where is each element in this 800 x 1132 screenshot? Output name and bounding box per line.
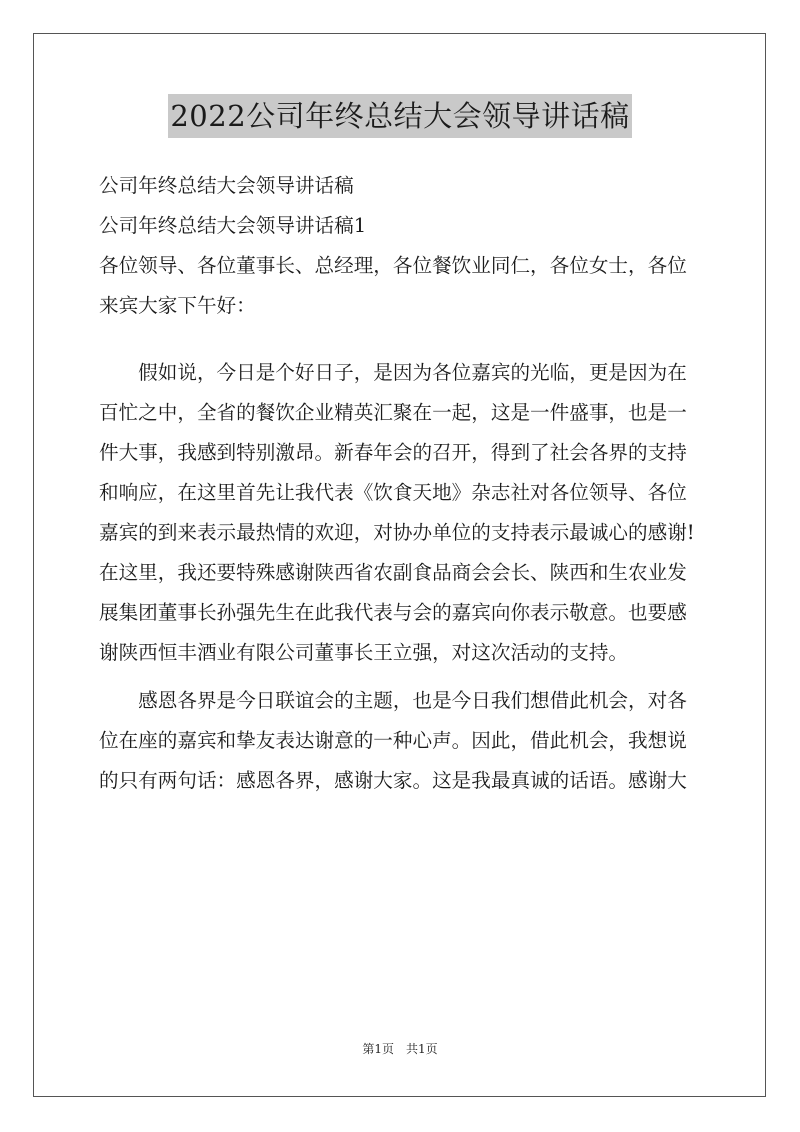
greeting-line: 来宾大家下午好： bbox=[99, 294, 256, 317]
paragraph-line: 假如说，今日是个好日子，是因为各位嘉宾的光临，更是因为在 bbox=[99, 361, 687, 384]
section-heading: 公司年终总结大会领导讲话稿1 bbox=[99, 214, 367, 237]
paragraph-line: 件大事，我感到特别激昂。新春年会的召开，得到了社会各界的支持 bbox=[99, 441, 687, 464]
title-container bbox=[0, 94, 800, 138]
paragraph-line: 展集团董事长孙强先生在此我代表与会的嘉宾向你表示敬意。也要感 bbox=[99, 601, 687, 624]
subtitle: 公司年终总结大会领导讲话稿 bbox=[99, 174, 354, 197]
greeting-line: 各位领导、各位董事长、总经理，各位餐饮业同仁，各位女士，各位 bbox=[99, 254, 687, 277]
paragraph-line: 和响应，在这里首先让我代表《饮食天地》杂志社对各位领导、各位 bbox=[99, 481, 687, 504]
paragraph-line: 在这里，我还要特殊感谢陕西省农副食品商会会长、陕西和生农业发 bbox=[99, 561, 687, 584]
paragraph-line: 谢陕西恒丰酒业有限公司董事长王立强，对这次活动的支持。 bbox=[99, 641, 629, 664]
paragraph-line: 感恩各界是今日联谊会的主题，也是今日我们想借此机会，对各 bbox=[99, 689, 687, 712]
paragraph-line: 嘉宾的到来表示最热情的欢迎，对协办单位的支持表示最诚心的感谢! bbox=[99, 521, 695, 544]
paragraph-line: 的只有两句话：感恩各界，感谢大家。这是我最真诚的话语。感谢大 bbox=[99, 769, 687, 792]
document-body bbox=[99, 166, 703, 801]
page-number: 第1页 共1页 bbox=[362, 1042, 438, 1056]
paragraph-line: 百忙之中，全省的餐饮企业精英汇聚在一起，这是一件盛事，也是一 bbox=[99, 401, 687, 424]
document-title: 2022公司年终总结大会领导讲话稿 bbox=[168, 94, 631, 138]
paragraph-line: 位在座的嘉宾和挚友表达谢意的一种心声。因此，借此机会，我想说 bbox=[99, 729, 687, 752]
greeting bbox=[99, 246, 703, 326]
paragraph-1 bbox=[99, 353, 703, 673]
page-footer bbox=[0, 1040, 800, 1057]
paragraph-2 bbox=[99, 681, 703, 801]
blank-gap bbox=[99, 326, 703, 353]
